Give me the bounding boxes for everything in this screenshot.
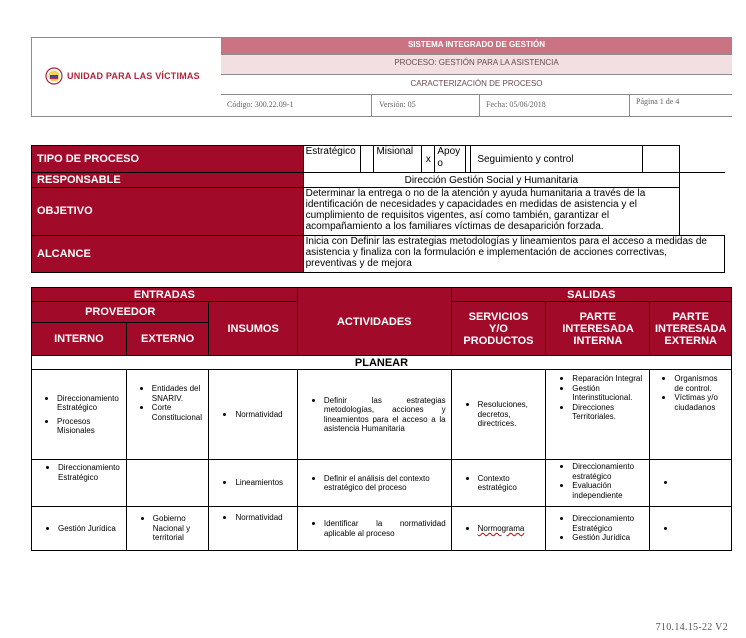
- row1-interno: [32, 370, 127, 460]
- row3-externo: [126, 507, 209, 551]
- list-item: • Lineamientos: [235, 478, 296, 488]
- row2-parte-interna: [546, 460, 650, 507]
- process-info-table: [31, 145, 725, 273]
- list-item: • Direccionamiento estratégico: [572, 462, 649, 481]
- list-item: • Procesos Misionales: [57, 417, 124, 436]
- row2-parte-externa: [650, 460, 732, 507]
- row3-actividad: [297, 507, 451, 551]
- list-item: • Direccionamiento Estratégico: [58, 463, 126, 482]
- insumos-header: INSUMOS: [209, 302, 297, 356]
- list-item: • Normograma: [478, 524, 546, 534]
- option-misional: Misional: [374, 146, 422, 173]
- responsable-value: Dirección Gestión Social y Humanitaria: [303, 173, 679, 188]
- list-item: • Reparación Integral: [572, 374, 649, 384]
- footer-code: 710.14.15-22 V2: [655, 622, 728, 633]
- estrategico-checkbox: [360, 146, 374, 173]
- row3-servicios: [451, 507, 546, 551]
- list-item: • Direccionamiento Estratégico: [57, 394, 124, 413]
- system-title: SISTEMA INTEGRADO DE GESTIÓN: [221, 38, 732, 55]
- process-title: PROCESO: GESTIÓN PARA LA ASISTENCIA: [221, 55, 732, 75]
- row2-interno: [32, 460, 127, 507]
- salidas-header: SALIDAS: [451, 288, 731, 302]
- row1-servicios: [451, 370, 546, 460]
- list-item: • Normatividad: [235, 513, 296, 523]
- alcance-value: Inicia con Definir las estrategias metodologías y lineamientos para el acceso a medidas de asistencia y finaliza con la formulación e implementación de acciones correctivas, preventivas y de mejora: [303, 236, 724, 273]
- list-item: • Definir las estrategias metodologías, acciones y lineamientos para el acceso a la asistencia Humanitaria: [324, 396, 446, 434]
- list-item: • Gobierno Nacional y territorial: [153, 514, 209, 543]
- logo: [45, 67, 200, 85]
- row1-parte-interna: [546, 370, 650, 460]
- list-item: • Evaluación independiente: [572, 481, 649, 500]
- row1-insumos: [209, 370, 297, 460]
- row2-servicios: [451, 460, 546, 507]
- row1-externo: [126, 370, 209, 460]
- row2-insumos: [209, 460, 297, 507]
- row3-parte-interna: [546, 507, 650, 551]
- misional-mark: x: [422, 146, 435, 173]
- option-apoyo: Apoyo: [435, 146, 466, 173]
- objetivo-label: OBJETIVO: [32, 188, 304, 236]
- entradas-header: ENTRADAS: [32, 288, 298, 302]
- alcance-label: ALCANCE: [32, 236, 304, 273]
- servicios-header: SERVICIOS Y/O PRODUCTOS: [451, 302, 546, 356]
- objetivo-value: Determinar la entrega o no de la atención y ayuda humanitaria a través de la identificación de necesidades y capacidades en medidas de asistencia y el cumplimiento de requisitos vigentes, así como también, garantizar el acompañamiento a los familiares víctimas de desaparición forzada.: [303, 188, 679, 236]
- empty-cell: [680, 146, 725, 173]
- empty-cell: [680, 173, 725, 188]
- row2-actividad: [297, 460, 451, 507]
- row1-parte-externa: [650, 370, 732, 460]
- list-item: • Gestión Jurídica: [58, 524, 126, 534]
- list-item: • Gestión Interinstitucional.: [572, 384, 649, 403]
- document-version: Versión: 05: [379, 100, 416, 109]
- list-item: • Víctimas y/o ciudadanos: [674, 393, 728, 412]
- row1-actividad: [297, 370, 451, 460]
- planear-section-header: PLANEAR: [32, 356, 732, 370]
- responsable-label: RESPONSABLE: [32, 173, 304, 188]
- document-header: [31, 37, 732, 117]
- row3-interno: [32, 507, 127, 551]
- list-item: • Definir el análisis del contexto estratégico del proceso: [324, 474, 451, 493]
- proveedor-header: PROVEEDOR: [32, 302, 209, 323]
- list-item: • Normatividad: [235, 410, 296, 420]
- process-characterization-table: [31, 287, 732, 551]
- empty-cell: [680, 188, 725, 236]
- list-item: • Organismos de control.: [674, 374, 728, 393]
- option-estrategico: Estratégico: [303, 146, 360, 173]
- row2-externo: [126, 460, 209, 507]
- document-date: Fecha: 05/06/2018: [486, 100, 546, 109]
- list-item: [676, 478, 731, 488]
- page-number: Página 1 de 4: [636, 97, 680, 106]
- list-item: • Corte Constitucional: [152, 403, 209, 422]
- list-item: • Direcciones Territoriales.: [572, 403, 649, 422]
- parte-externa-header: PARTE INTERESADA EXTERNA: [650, 302, 732, 356]
- parte-interna-header: PARTE INTERESADA INTERNA: [546, 302, 650, 356]
- shield-logo-icon: [45, 67, 63, 85]
- list-item: • Entidades del SNARIV.: [152, 384, 209, 403]
- list-item: • Gestión Jurídica: [572, 533, 649, 543]
- list-item: • Identificar la normatividad aplicable al proceso: [324, 519, 446, 538]
- list-item: • Contexto estratégico: [478, 474, 546, 493]
- list-item: • Direccionamiento Estratégico: [572, 514, 649, 533]
- logo-cell: [32, 38, 222, 116]
- logo-text: UNIDAD PARA LAS VÍCTIMAS: [67, 71, 200, 81]
- document-code: Código: 300.22.09-1: [227, 100, 294, 109]
- option-seguimiento: Seguimiento y control: [471, 146, 643, 173]
- list-item: [676, 524, 731, 534]
- tipo-proceso-label: TIPO DE PROCESO: [32, 146, 304, 173]
- document-meta-row: [221, 95, 732, 116]
- list-item: • Resoluciones, decretos, directrices.: [478, 400, 546, 429]
- document-type: CARACTERIZACIÓN DE PROCESO: [221, 75, 732, 95]
- actividades-header: ACTIVIDADES: [297, 288, 451, 356]
- externo-header: EXTERNO: [126, 323, 209, 356]
- row3-parte-externa: [650, 507, 732, 551]
- seguimiento-checkbox: [643, 146, 680, 173]
- row3-insumos: [209, 507, 297, 551]
- interno-header: INTERNO: [32, 323, 127, 356]
